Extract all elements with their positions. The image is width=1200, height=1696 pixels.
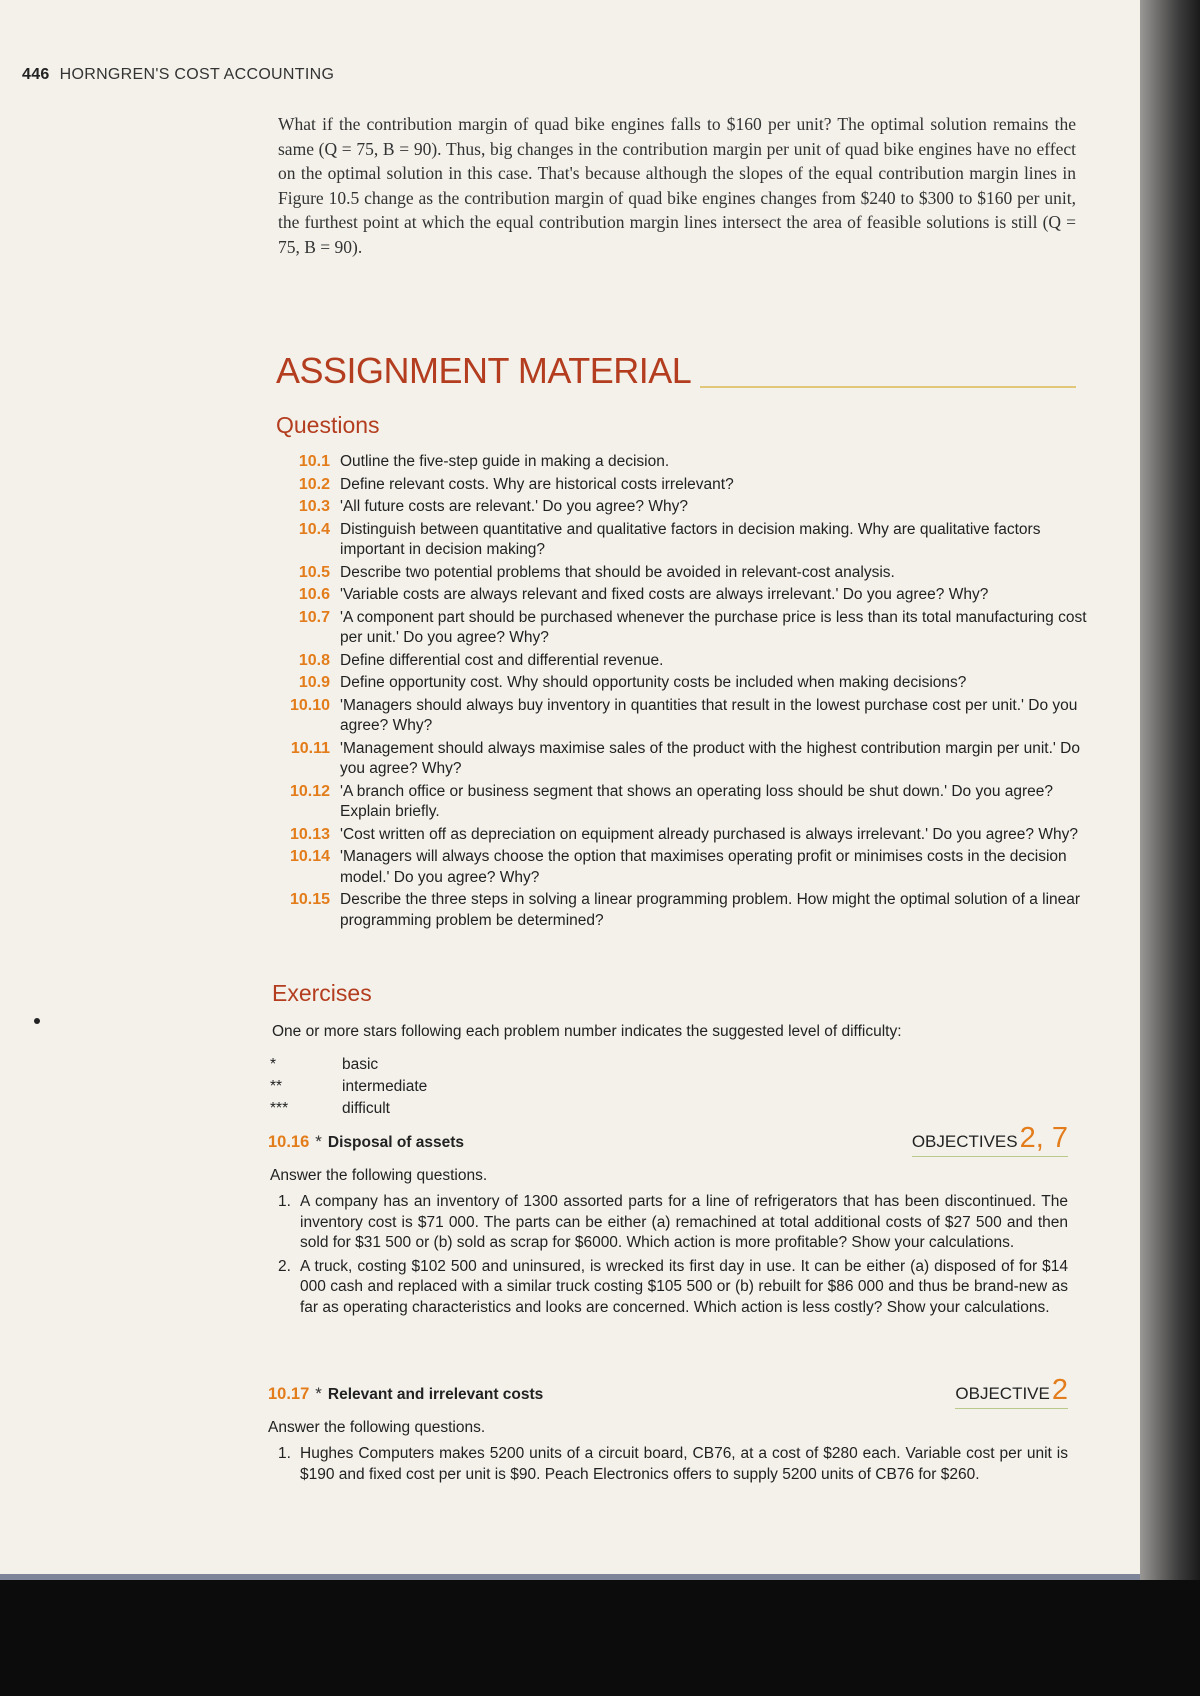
- question-number: 10.8: [298, 651, 330, 669]
- question-text: 'Managers should always buy inventory in quantities that result in the lowest purchase cost per unit.' Do you agree? Why?: [340, 696, 1078, 734]
- question-item: [270, 563, 1088, 584]
- difficulty-level: [270, 1098, 427, 1120]
- difficulty-level: [270, 1054, 427, 1076]
- problem-number: 10.17: [268, 1385, 310, 1403]
- question-number: 10.1: [298, 453, 330, 470]
- difficulty-star-icon: *: [315, 1384, 322, 1403]
- question-item: [270, 890, 1088, 931]
- question-item: [270, 825, 1088, 846]
- running-head: [22, 66, 334, 84]
- question-item: [270, 452, 1088, 473]
- objectives-label: OBJECTIVE: [955, 1384, 1050, 1403]
- objectives-numbers: 2: [1051, 1374, 1068, 1406]
- list-item: [278, 1257, 1068, 1319]
- question-text: Outline the five-step guide in making a decision.: [340, 453, 670, 470]
- list-item: [278, 1192, 1068, 1254]
- objectives-tag: [912, 1122, 1068, 1157]
- item-text: A truck, costing $102 500 and uninsured, is wrecked its first day in use. It can be either (a) disposed of for $14 000 cash and replaced with a similar truck costing $105 500 or (b) rebuilt for $86 000 and thus be brand-new as far as operating characteristics and looks are concerned. Which action is less costly? Show your calculations.: [300, 1257, 1068, 1316]
- question-number: 10.9: [298, 674, 330, 691]
- question-text: Distinguish between quantitative and qualitative factors in decision making. Why are qualitative factors important in decision making?: [340, 520, 1041, 558]
- question-text: 'Management should always maximise sales of the product with the highest contribution margin per unit.' Do you agree? Why?: [340, 739, 1080, 777]
- question-number: 10.5: [298, 563, 330, 581]
- problem-items-10-16: [278, 1192, 1068, 1321]
- question-item: [270, 475, 1088, 496]
- scan-background: [0, 1580, 1200, 1696]
- question-item: [270, 782, 1088, 823]
- question-number: 10.2: [298, 475, 330, 493]
- question-text: Describe the three steps in solving a linear programming problem. How might the optimal solution of a linear programming problem be determined?: [340, 891, 1081, 929]
- difficulty-stars: **: [270, 1078, 283, 1095]
- problem-title: Disposal of assets: [327, 1134, 465, 1151]
- problem-header-10-17: [268, 1374, 1068, 1410]
- item-number: 1.: [278, 1445, 291, 1462]
- page-number: 446: [22, 66, 50, 83]
- question-text: 'Managers will always choose the option that maximises operating profit or minimises costs in the decision model.' Do you agree? Why?: [340, 848, 1067, 886]
- question-text: Describe two potential problems that should be avoided in relevant-cost analysis.: [340, 563, 895, 581]
- question-number: 10.6: [298, 586, 330, 603]
- objectives-numbers: 2, 7: [1019, 1122, 1068, 1154]
- book-title: HORNGREN'S COST ACCOUNTING: [59, 66, 335, 83]
- question-number: 10.12: [289, 782, 330, 800]
- problem-header-10-16: [268, 1122, 1068, 1158]
- question-number: 10.11: [290, 739, 330, 757]
- difficulty-levels: [270, 1054, 427, 1120]
- intro-paragraph: What if the contribution margin of quad bike engines falls to $160 per unit? The optimal solution remains the same (Q = 75, B = 90). Thus, big changes in the contribution margin per unit of quad bike engines have no effect on the optimal solution in this case. That's because although the slopes of the equal contribution margin lines in Figure 10.5 change as the contribution margin of quad bike engines changes from $240 to $300 to $160 per unit, the furthest point at which the equal contribution margin lines intersect the area of feasible solutions is still (Q = 75, B = 90).: [278, 114, 1076, 257]
- questions-heading: Questions: [276, 412, 380, 438]
- difficulty-stars: ***: [270, 1100, 289, 1117]
- problem-items-10-17: [278, 1444, 1068, 1488]
- question-text: Define relevant costs. Why are historical costs irrelevant?: [340, 475, 734, 493]
- item-number: 2.: [278, 1257, 291, 1275]
- question-number: 10.3: [298, 498, 330, 515]
- question-item: [270, 739, 1088, 780]
- objectives-label: OBJECTIVES: [911, 1132, 1018, 1151]
- problem-instruction: Answer the following questions.: [270, 1167, 488, 1184]
- item-text: Hughes Computers makes 5200 units of a circuit board, CB76, at a cost of $280 each. Variable cost per unit is $190 and fixed cost per unit is $90. Peach Electronics offers to supply 5200 units of CB76 for $260.: [300, 1445, 1068, 1483]
- exercises-intro: One or more stars following each problem number indicates the suggested level of difficulty:: [272, 1023, 902, 1040]
- question-number: 10.7: [298, 608, 330, 626]
- difficulty-star-icon: *: [315, 1132, 322, 1151]
- item-text: A company has an inventory of 1300 assorted parts for a line of refrigerators that has been discontinued. The inventory cost is $71 000. The parts can be either (a) remachined at total additional costs of $27 500 and then sold for $31 500 or (b) sold as scrap for $6000. Which action is more profitable? Show your calculations.: [300, 1193, 1068, 1251]
- question-number: 10.13: [289, 825, 330, 843]
- difficulty-label: difficult: [342, 1100, 390, 1117]
- question-number: 10.15: [289, 891, 330, 908]
- question-text: 'A component part should be purchased whenever the purchase price is less than its total manufacturing cost per unit.' Do you agree? Why?: [340, 608, 1087, 646]
- question-item: [270, 608, 1088, 649]
- margin-mark: [34, 1018, 40, 1024]
- question-item: [270, 585, 1088, 606]
- questions-list: [270, 452, 1088, 933]
- question-item: [270, 497, 1088, 518]
- question-number: 10.14: [289, 848, 330, 865]
- difficulty-stars: *: [270, 1056, 277, 1073]
- question-number: 10.10: [289, 696, 330, 714]
- question-text: 'All future costs are relevant.' Do you agree? Why?: [340, 498, 688, 515]
- title-rule: [700, 386, 1076, 388]
- question-text: 'Cost written off as depreciation on equipment already purchased is always irrelevant.' Do you agree? Why?: [340, 825, 1078, 843]
- question-item: [270, 847, 1088, 888]
- question-text: Define differential cost and differential revenue.: [340, 651, 664, 669]
- difficulty-label: basic: [342, 1056, 379, 1073]
- book-spine-shadow: [1140, 0, 1200, 1580]
- difficulty-label: intermediate: [342, 1078, 428, 1095]
- problem-title: Relevant and irrelevant costs: [327, 1386, 544, 1403]
- question-item: [270, 651, 1088, 672]
- exercises-heading: Exercises: [272, 980, 372, 1006]
- difficulty-level: [270, 1076, 427, 1098]
- question-number: 10.4: [298, 520, 330, 538]
- list-item: [278, 1444, 1068, 1485]
- problem-number: 10.16: [268, 1133, 310, 1151]
- question-text: Define opportunity cost. Why should opportunity costs be included when making decisions?: [340, 674, 967, 691]
- objectives-tag: [955, 1374, 1068, 1409]
- question-item: [270, 520, 1088, 561]
- section-title: ASSIGNMENT MATERIAL: [276, 350, 692, 391]
- question-text: 'A branch office or business segment that shows an operating loss should be shut down.' Do you agree? Explain briefly.: [340, 782, 1054, 820]
- problem-instruction: Answer the following questions.: [268, 1419, 486, 1436]
- question-item: [270, 696, 1088, 737]
- question-text: 'Variable costs are always relevant and fixed costs are always irrelevant.' Do you agree? Why?: [340, 586, 989, 603]
- question-item: [270, 673, 1088, 694]
- item-number: 1.: [278, 1193, 291, 1210]
